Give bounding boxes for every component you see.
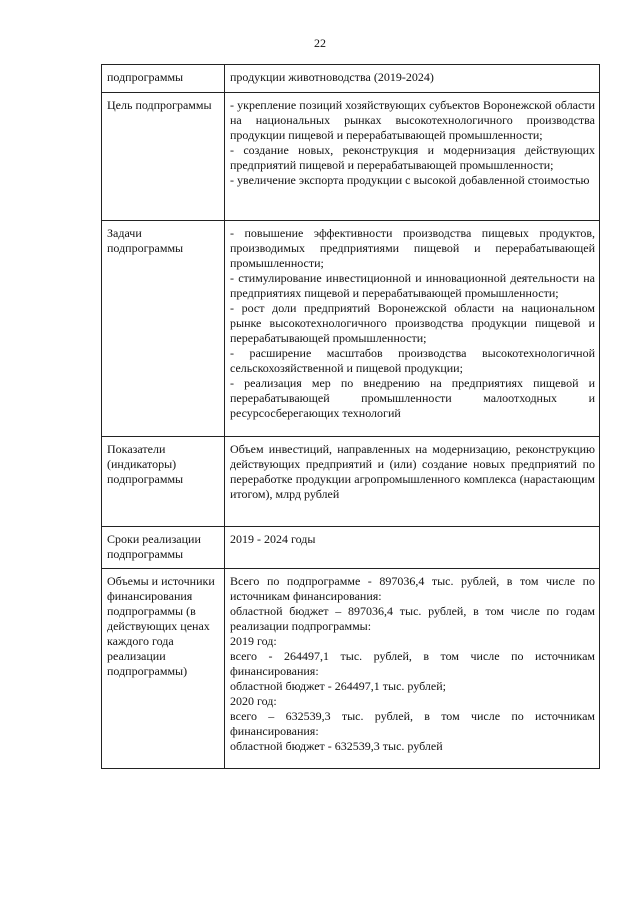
- row-content: [225, 569, 600, 769]
- content-line: - стимулирование инвестиционной и инновационной деятельности на предприятиях пищевой и перерабатывающей промышленности;: [230, 271, 595, 300]
- subprogram-passport-table: [101, 64, 600, 769]
- table-row-indicators: [102, 437, 600, 527]
- table-row-funding: [102, 569, 600, 769]
- content-line: всего – 632539,3 тыс. рублей, в том числе по источникам финансирования:: [230, 709, 595, 738]
- table-row-timeline: [102, 527, 600, 569]
- row-content: [225, 65, 600, 93]
- content-line: - рост доли предприятий Воронежской области на национальном рынке высокотехнологичного производства продукции пищевой и перерабатывающей промышленности;: [230, 301, 595, 345]
- row-label: Задачи подпрограммы: [102, 221, 225, 437]
- content-line: - увеличение экспорта продукции с высокой добавленной стоимостью: [230, 173, 590, 187]
- content-line: 2020 год:: [230, 694, 277, 708]
- content-line: продукции животноводства (2019-2024): [230, 70, 434, 84]
- row-content: [225, 221, 600, 437]
- row-label: Цель подпрограммы: [102, 93, 225, 221]
- content-line: Всего по подпрограмме - 897036,4 тыс. рублей, в том числе по источникам финансирования:: [230, 574, 595, 603]
- content-line: 2019 год:: [230, 634, 277, 648]
- row-label: подпрограммы: [102, 65, 225, 93]
- table-row-subprogram-name: [102, 65, 600, 93]
- row-content: [225, 527, 600, 569]
- content-line: - реализация мер по внедрению на предприятиях пищевой и перерабатывающей промышленности малоотходных и ресурсосберегающих технологий: [230, 376, 595, 420]
- table-row-tasks: [102, 221, 600, 437]
- content-line: - укрепление позиций хозяйствующих субъектов Воронежской области на национальных рынках высокотехнологичного производства продукции пищевой и перерабатывающей промышленности;: [230, 98, 595, 142]
- row-label: Сроки реализации подпрограммы: [102, 527, 225, 569]
- row-content: [225, 437, 600, 527]
- table-row-goal: [102, 93, 600, 221]
- page-number: 22: [314, 36, 326, 50]
- content-line: областной бюджет – 897036,4 тыс. рублей, в том числе по годам реализации подпрограммы:: [230, 604, 595, 633]
- content-line: 2019 - 2024 годы: [230, 532, 316, 546]
- content-line: областной бюджет - 264497,1 тыс. рублей;: [230, 679, 446, 693]
- row-content: [225, 93, 600, 221]
- content-line: областной бюджет - 632539,3 тыс. рублей: [230, 739, 443, 753]
- content-line: всего - 264497,1 тыс. рублей, в том числе по источникам финансирования:: [230, 649, 595, 678]
- row-label: Объемы и источники финансирования подпрограммы (в действующих ценах каждого года реализации подпрограммы): [102, 569, 225, 769]
- content-line: - повышение эффективности производства пищевых продуктов, производимых предприятиями пищевой и перерабатывающей промышленности;: [230, 226, 595, 270]
- content-line: - создание новых, реконструкция и модернизация действующих предприятий пищевой и перерабатывающей промышленности;: [230, 143, 595, 172]
- content-line: Объем инвестиций, направленных на модернизацию, реконструкцию действующих предприятий и (или) создание новых предприятий по переработке продукции агропромышленного комплекса (нарастающим итогом), млрд рублей: [230, 442, 595, 501]
- content-line: - расширение масштабов производства высокотехнологичной сельскохозяйственной и пищевой продукции;: [230, 346, 595, 375]
- row-label: Показатели (индикаторы) подпрограммы: [102, 437, 225, 527]
